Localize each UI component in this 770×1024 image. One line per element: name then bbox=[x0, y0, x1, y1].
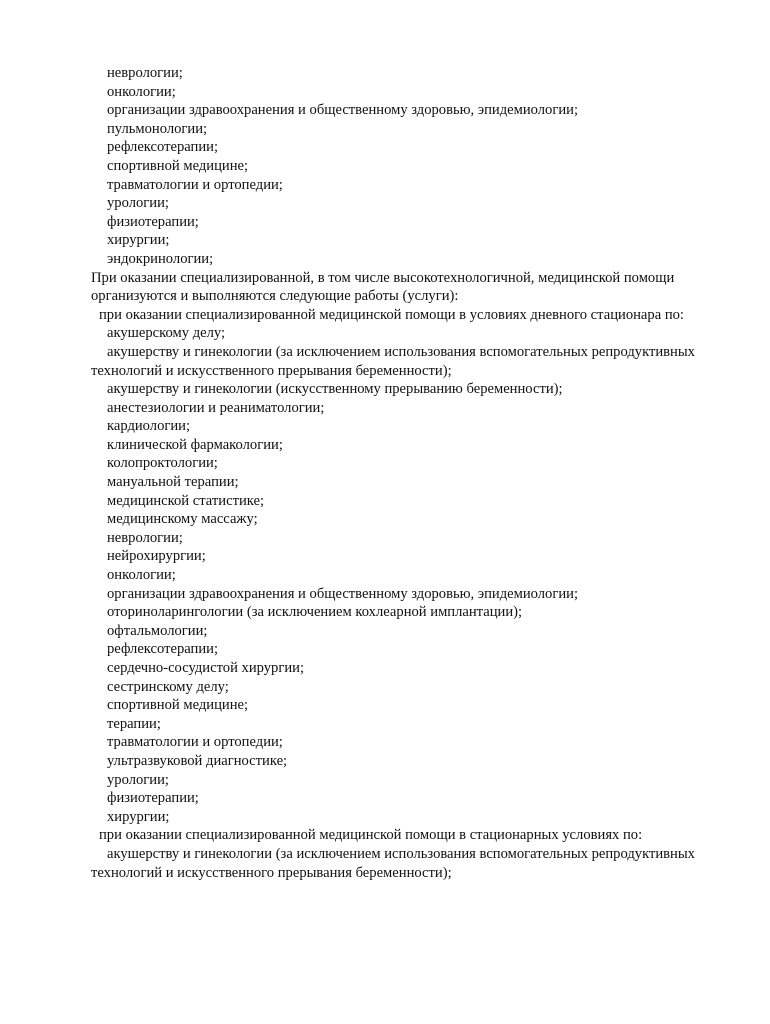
document-line: организации здравоохранения и общественному здоровью, эпидемиологии; bbox=[107, 585, 579, 602]
document-line: кардиологии; bbox=[107, 418, 191, 435]
document-line: травматологии и ортопедии; bbox=[107, 176, 283, 193]
document-line: анестезиологии и реаниматологии; bbox=[107, 399, 325, 416]
document-line: офтальмологии; bbox=[107, 622, 208, 639]
document-line: спортивной медицине; bbox=[107, 697, 249, 714]
document-line: организации здравоохранения и общественному здоровью, эпидемиологии; bbox=[107, 102, 579, 119]
document-line: физиотерапии; bbox=[107, 790, 199, 807]
document-line: нейрохирургии; bbox=[107, 548, 206, 565]
document-line: рефлексотерапии; bbox=[107, 139, 219, 156]
document-line: сестринскому делу; bbox=[107, 678, 229, 695]
document-line: онкологии; bbox=[107, 83, 176, 100]
document-line: клинической фармакологии; bbox=[107, 436, 283, 453]
document-line: онкологии; bbox=[107, 567, 176, 584]
document-line: спортивной медицине; bbox=[107, 157, 249, 174]
document-line: урологии; bbox=[107, 771, 169, 788]
document-line: акушерству и гинекологии (за исключением использования вспомогательных репродуктивных bbox=[107, 343, 695, 360]
document-line: хирургии; bbox=[107, 808, 170, 825]
document-line: технологий и искусственного прерывания беременности); bbox=[91, 362, 452, 379]
document-line: при оказании специализированной медицинской помощи в стационарных условиях по: bbox=[99, 827, 643, 844]
document-line: акушерству и гинекологии (искусственному прерыванию беременности); bbox=[107, 381, 563, 398]
document-line: урологии; bbox=[107, 195, 169, 212]
document-line: при оказании специализированной медицинской помощи в условиях дневного стационара по: bbox=[99, 306, 684, 323]
document-line: терапии; bbox=[107, 715, 161, 732]
document-line: травматологии и ортопедии; bbox=[107, 734, 283, 751]
document-line: эндокринологии; bbox=[107, 250, 214, 267]
document-line: ультразвуковой диагностике; bbox=[107, 752, 288, 769]
document-line: медицинской статистике; bbox=[107, 492, 265, 509]
document-line: пульмонологии; bbox=[107, 120, 208, 137]
document-line: медицинскому массажу; bbox=[107, 511, 258, 528]
document-line: физиотерапии; bbox=[107, 213, 199, 230]
document-line: неврологии; bbox=[107, 529, 183, 546]
document-line: мануальной терапии; bbox=[107, 474, 239, 491]
document-line: акушерству и гинекологии (за исключением использования вспомогательных репродуктивных bbox=[107, 845, 695, 862]
document-line: технологий и искусственного прерывания беременности); bbox=[91, 864, 452, 881]
document-line: организуются и выполняются следующие работы (услуги): bbox=[91, 288, 459, 305]
document-line: рефлексотерапии; bbox=[107, 641, 219, 658]
document-line: колопроктологии; bbox=[107, 455, 218, 472]
document-line: хирургии; bbox=[107, 232, 170, 249]
document-line: акушерскому делу; bbox=[107, 325, 226, 342]
document-line: неврологии; bbox=[107, 65, 183, 81]
document-line: оториноларингологии (за исключением кохлеарной имплантации); bbox=[107, 604, 523, 621]
document-line: При оказании специализированной, в том числе высокотехнологичной, медицинской помощи bbox=[91, 269, 675, 286]
document-body bbox=[91, 64, 733, 882]
document-line: сердечно-сосудистой хирургии; bbox=[107, 660, 305, 676]
